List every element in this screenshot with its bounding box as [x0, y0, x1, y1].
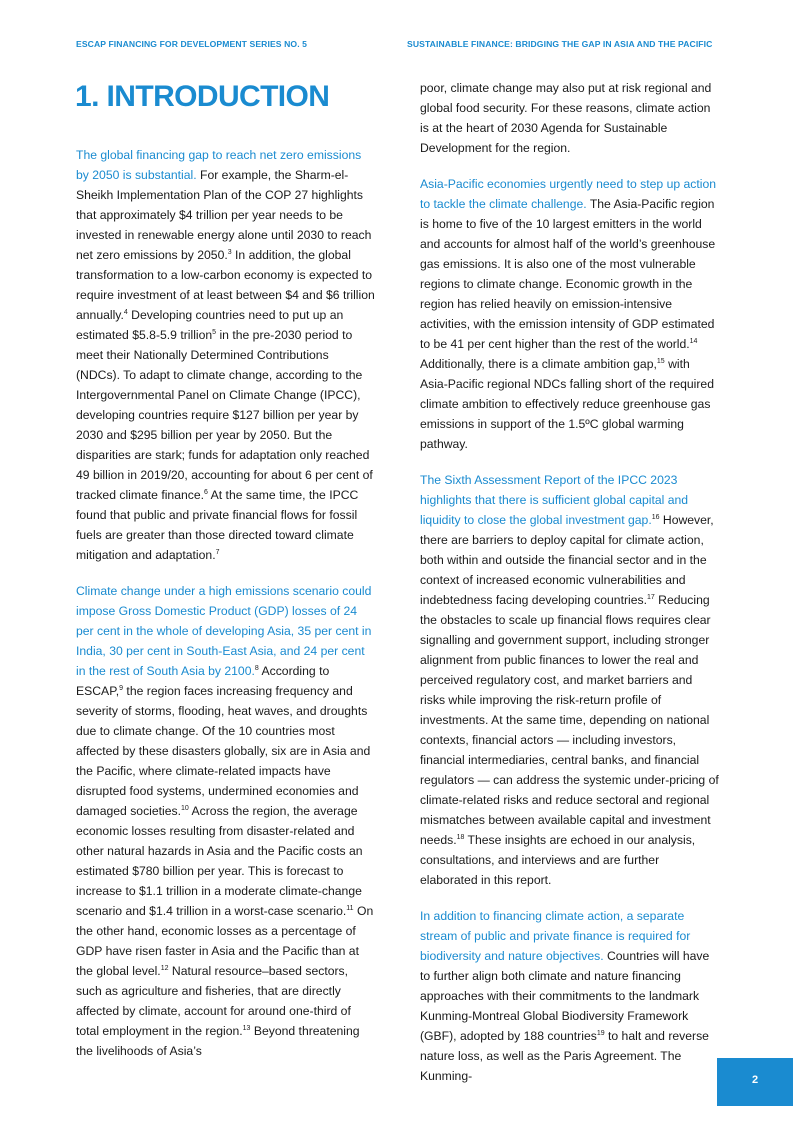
body-text: However, there are barriers to deploy capital for climate action, both within and outside the financial sector and in the context of increased economic vulnerabilities and indebtedness facing developing countries.	[420, 513, 714, 607]
paragraph-gdp-losses	[76, 581, 376, 1061]
right-column	[420, 78, 720, 1102]
footnote-ref[interactable]: 9	[119, 685, 124, 692]
footnote-ref[interactable]: 3	[227, 249, 232, 256]
lead-sentence: In addition to financing climate action, a separate stream of public and private finance is required for biodiversity and nature objectives.	[420, 909, 691, 963]
body-text: Across the region, the average economic losses resulting from disaster-related and other natural hazards in Asia and the Pacific costs an estimated $780 billion per year. This is forecast to increase to $1.1 trillion in a moderate climate-change scenario and $1.4 trillion in a worst-case scenario.	[76, 804, 363, 918]
body-text: On the other hand, economic losses as a percentage of GDP have risen faster in Asia and the Pacific than at the global level.	[76, 904, 374, 978]
body-text: Countries will have to further align both climate and nature financing approaches with their commitments to the landmark Kunming-Montreal Global Biodiversity Framework (GBF), adopted by 188 countries	[420, 949, 710, 1043]
body-text: Natural resource–based sectors, such as agriculture and fisheries, that are directly affected by climate, account for around one-third of total employment in the region.	[76, 964, 351, 1038]
paragraph-financing-gap	[76, 145, 376, 565]
page-number-box	[717, 1058, 793, 1106]
body-text: the region faces increasing frequency and severity of storms, flooding, heat waves, and droughts due to climate change. Of the 10 countries most affected by these disasters globally, six are in Asia and the Pacific, where climate-related impacts have disrupted food systems, undermined economies and damaged societies.	[76, 684, 371, 818]
footnote-ref[interactable]: 16	[651, 514, 660, 521]
footnote-ref[interactable]: 17	[646, 594, 655, 601]
body-text: in the pre-2030 period to meet their Nationally Determined Contributions (NDCs). To adapt to climate change, according to the Intergovernmental Panel on Climate Change (IPCC), developing countries require $127 billion per year by 2030 and $295 billion per year by 2050. But the disparities are stark; funds for adaptation only reached 49 billion in 2019/20, accounting for about 6 per cent of tracked climate finance.	[76, 328, 373, 502]
paragraph-climate-action	[420, 174, 720, 454]
body-text: According to ESCAP,	[76, 664, 330, 698]
footnote-ref[interactable]: 19	[596, 1030, 605, 1037]
footnote-ref[interactable]: 5	[212, 329, 217, 336]
footnote-ref[interactable]: 15	[656, 358, 665, 365]
left-column	[76, 145, 376, 1077]
paragraph-continuation	[420, 78, 720, 158]
lead-sentence: The global financing gap to reach net zero emissions by 2050 is substantial.	[76, 148, 362, 182]
footnote-ref[interactable]: 14	[689, 338, 698, 345]
paragraph-ipcc-report	[420, 470, 720, 890]
body-text: Beyond threatening the livelihoods of Asia’s	[76, 1024, 360, 1058]
lead-sentence: The Sixth Assessment Report of the IPCC 2023 highlights that there is sufficient global capital and liquidity to close the global investment gap.	[420, 473, 689, 527]
body-text: to halt and reverse nature loss, as well as the Paris Agreement. The Kunming-	[420, 1029, 709, 1083]
footnote-ref[interactable]: 8	[254, 665, 259, 672]
footnote-ref[interactable]: 12	[160, 965, 169, 972]
series-header: ESCAP FINANCING FOR DEVELOPMENT SERIES NO. 5	[76, 39, 308, 49]
body-text: For example, the Sharm-el-Sheikh Implementation Plan of the COP 27 highlights that approximately $4 trillion per year needs to be invested in renewable energy alone until 2030 to reach net zero emissions by 2050.	[76, 168, 372, 262]
body-text: At the same time, the IPCC found that public and private financial flows for fossil fuels are greater than those directed toward climate mitigation and adaptation.	[76, 488, 359, 562]
body-text: Reducing the obstacles to scale up financial flows requires clear signalling and government support, including stronger alignment from public finances to lower the real and perceived regulatory cost, and market barriers and risks while improving the risk-return profile of investments. At the same time, depending on national contexts, financial actors — including investors, financial intermediaries, central banks, and financial regulators — can address the systemic under-pricing of climate-related risks and reduce sectoral and regional mismatches between available capital and investment needs.	[420, 593, 719, 847]
body-text: The Asia-Pacific region is home to five of the 10 largest emitters in the world and accounts for almost half of the world’s greenhouse gas emissions. It is also one of the most vulnerable regions to climate change. Economic growth in the region has relied heavily on emission-intensive activities, with the emission intensity of GDP estimated to be 41 per cent higher than the rest of the world.	[420, 197, 716, 351]
body-text: Additionally, there is a climate ambition gap,	[420, 357, 657, 371]
report-title-header: SUSTAINABLE FINANCE: BRIDGING THE GAP IN ASIA AND THE PACIFIC	[407, 39, 713, 49]
body-text: In addition, the global transformation to a low-carbon economy is expected to require investment of at least between $4 and $6 trillion annually.	[76, 248, 375, 322]
section-title: 1. INTRODUCTION	[75, 80, 330, 113]
lead-sentence: Asia-Pacific economies urgently need to step up action to tackle the climate challenge.	[420, 177, 717, 211]
footnote-ref[interactable]: 13	[242, 1025, 251, 1032]
footnote-ref[interactable]: 10	[181, 805, 189, 812]
footnote-ref[interactable]: 11	[346, 905, 354, 912]
footnote-ref[interactable]: 6	[204, 489, 208, 496]
body-text: Developing countries need to put up an estimated $5.8-5.9 trillion	[76, 308, 344, 342]
body-text: These insights are echoed in our analysis, consultations, and interviews and are further elaborated in this report.	[420, 833, 696, 887]
footnote-ref[interactable]: 4	[123, 309, 128, 316]
body-text: with Asia-Pacific regional NDCs falling short of the required climate ambition to effectively reduce greenhouse gas emissions in support of the 1.5ºC global warming pathway.	[420, 357, 714, 451]
lead-sentence: Climate change under a high emissions scenario could impose Gross Domestic Product (GDP) losses of 24 per cent in the whole of developing Asia, 35 per cent in India, 30 per cent in South-East Asia, and 24 per cent in the rest of South Asia by 2100.	[76, 584, 372, 678]
page-number: 2	[751, 1074, 759, 1086]
footnote-ref[interactable]: 18	[456, 834, 465, 841]
footnote-ref[interactable]: 7	[215, 549, 220, 556]
body-text: poor, climate change may also put at risk regional and global food security. For these reasons, climate action is at the heart of 2030 Agenda for Sustainable Development for the region.	[420, 81, 712, 155]
paragraph-biodiversity	[420, 906, 720, 1086]
